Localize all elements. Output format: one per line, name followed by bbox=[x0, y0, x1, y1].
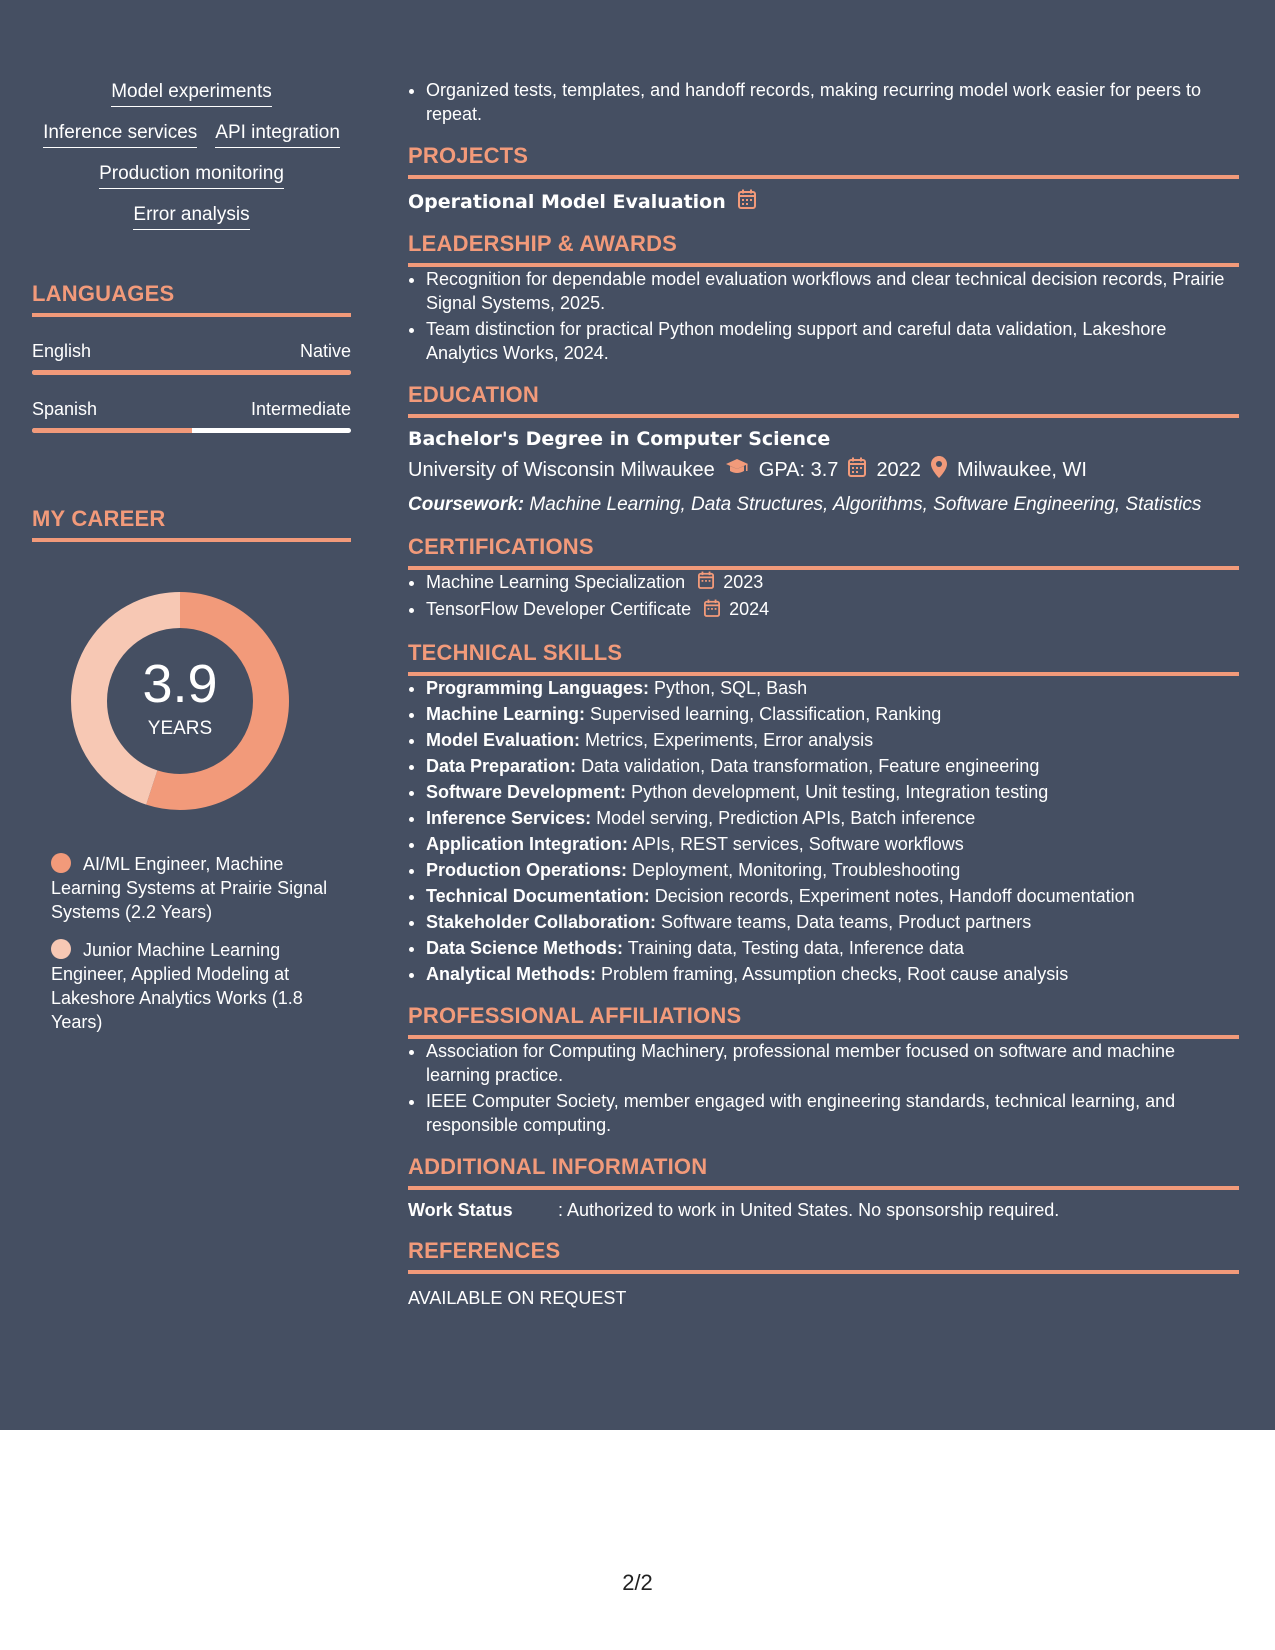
skill-label: Data Science Methods: bbox=[426, 937, 624, 958]
graduation-year: 2022 bbox=[876, 458, 921, 481]
skill-value: Data validation, Data transformation, Feature engineering bbox=[581, 755, 1040, 776]
education-meta bbox=[408, 456, 1239, 484]
calendar-icon bbox=[704, 599, 720, 623]
section-title: PROJECTS bbox=[408, 142, 1239, 179]
career-total: 3.9 bbox=[142, 654, 218, 714]
language-bar bbox=[32, 370, 351, 375]
award-item: • Team distinction for practical Python modeling support and careful data validation, Lakeshore Analytics Works, 2024. bbox=[426, 317, 1239, 365]
career-unit: YEARS bbox=[147, 718, 213, 739]
section-title: LEADERSHIP & AWARDS bbox=[408, 230, 1239, 267]
work-status-value: : Authorized to work in United States. No sponsorship required. bbox=[558, 1199, 1060, 1220]
calendar-icon bbox=[738, 189, 756, 214]
skill-item bbox=[426, 832, 1239, 856]
skill-item bbox=[426, 728, 1239, 752]
languages-section bbox=[32, 280, 351, 433]
sidebar bbox=[32, 80, 351, 1048]
legend-dot bbox=[51, 939, 71, 959]
language-level: Intermediate bbox=[250, 399, 351, 419]
skill-value: Supervised learning, Classification, Ranking bbox=[590, 703, 942, 724]
career-role-label: AI/ML Engineer, Machine Learning Systems at Prairie Signal Systems (2.2 Years) bbox=[51, 854, 328, 922]
language-name: English bbox=[32, 341, 92, 361]
section-title: EDUCATION bbox=[408, 381, 1239, 418]
coursework-label: Coursework: bbox=[408, 494, 525, 515]
language-level: Native bbox=[299, 341, 351, 361]
section-title: ADDITIONAL INFORMATION bbox=[408, 1153, 1239, 1190]
skill-label: Programming Languages: bbox=[426, 677, 650, 698]
page-number: 2/2 bbox=[622, 1570, 653, 1595]
skill-value: Decision records, Experiment notes, Handoff documentation bbox=[654, 885, 1135, 906]
career-role bbox=[51, 852, 331, 924]
certification-name: TensorFlow Developer Certificate bbox=[426, 599, 692, 620]
career-donut-chart bbox=[65, 586, 295, 816]
location-pin-icon bbox=[931, 456, 947, 484]
skill-value: Model serving, Prediction APIs, Batch inference bbox=[596, 807, 976, 828]
skill-item bbox=[426, 910, 1239, 934]
certification-item bbox=[426, 597, 1239, 622]
career-role-label: Junior Machine Learning Engineer, Applied Modeling at Lakeshore Analytics Works (1.8 Years) bbox=[51, 940, 303, 1032]
skill-item bbox=[426, 936, 1239, 960]
skill-item bbox=[426, 962, 1239, 986]
awards-list bbox=[408, 267, 1239, 365]
skill-label: Machine Learning: bbox=[426, 703, 586, 724]
skill-value: APIs, REST services, Software workflows bbox=[632, 833, 964, 854]
skill-tag: Inference services bbox=[43, 121, 197, 148]
skill-label: Stakeholder Collaboration: bbox=[426, 911, 657, 932]
skill-label: Analytical Methods: bbox=[426, 963, 597, 984]
experience-bullets bbox=[408, 78, 1239, 126]
project-item bbox=[408, 189, 1239, 214]
graduation-cap-icon bbox=[725, 458, 749, 482]
skill-item bbox=[426, 676, 1239, 700]
skill-label: Production Operations: bbox=[426, 859, 628, 880]
gpa: GPA: 3.7 bbox=[758, 458, 839, 481]
degree-name: Bachelor's Degree in Computer Science bbox=[408, 428, 831, 450]
skill-value: Problem framing, Assumption checks, Root cause analysis bbox=[601, 963, 1069, 984]
section-title: PROFESSIONAL AFFILIATIONS bbox=[408, 1002, 1239, 1039]
skill-tag: Model experiments bbox=[111, 80, 272, 107]
skills-list bbox=[408, 676, 1239, 986]
award-item: • Recognition for dependable model evaluation workflows and clear technical decision records, Prairie Signal Systems, 2025. bbox=[426, 267, 1239, 315]
language-item bbox=[32, 339, 351, 375]
legend-dot bbox=[51, 853, 71, 873]
skill-item bbox=[426, 780, 1239, 804]
affiliation-item: • Association for Computing Machinery, professional member focused on software and machine learning practice. bbox=[426, 1039, 1239, 1087]
school-name: University of Wisconsin Milwaukee bbox=[408, 458, 715, 481]
skill-item bbox=[426, 884, 1239, 908]
section-title: LANGUAGES bbox=[32, 280, 351, 317]
references-text: AVAILABLE ON REQUEST bbox=[408, 1287, 627, 1308]
skill-label: Data Preparation: bbox=[426, 755, 577, 776]
main-content bbox=[408, 78, 1239, 1309]
language-name: Spanish bbox=[32, 399, 98, 419]
calendar-icon bbox=[698, 571, 714, 595]
career-section bbox=[32, 505, 351, 1034]
skill-value: Software teams, Data teams, Product partners bbox=[661, 911, 1032, 932]
skill-tags bbox=[32, 80, 351, 230]
skill-label: Model Evaluation: bbox=[426, 729, 581, 750]
skill-item bbox=[426, 754, 1239, 778]
coursework-list: Machine Learning, Data Structures, Algorithms, Software Engineering, Statistics bbox=[529, 494, 1202, 515]
language-item bbox=[32, 397, 351, 433]
skill-value: Python development, Unit testing, Integration testing bbox=[631, 781, 1049, 802]
skill-value: Metrics, Experiments, Error analysis bbox=[585, 729, 874, 750]
skill-label: Inference Services: bbox=[426, 807, 592, 828]
affiliations-list bbox=[408, 1039, 1239, 1137]
section-title: REFERENCES bbox=[408, 1237, 1239, 1274]
certification-year: 2024 bbox=[729, 599, 770, 620]
skill-label: Application Integration: bbox=[426, 833, 628, 854]
experience-bullet: • Organized tests, templates, and handoff records, making recurring model work easier for peers to repeat. bbox=[426, 78, 1239, 126]
skill-tag: API integration bbox=[215, 121, 340, 148]
school-location: Milwaukee, WI bbox=[956, 458, 1087, 481]
certifications-list bbox=[408, 570, 1239, 623]
project-name: Operational Model Evaluation bbox=[408, 190, 726, 213]
work-status-label: Work Status bbox=[408, 1199, 513, 1220]
section-title: TECHNICAL SKILLS bbox=[408, 639, 1239, 676]
skill-item bbox=[426, 702, 1239, 726]
skill-value: Training data, Testing data, Inference data bbox=[627, 937, 964, 958]
career-role bbox=[51, 938, 331, 1034]
certification-item bbox=[426, 570, 1239, 595]
language-bar-fill bbox=[32, 428, 192, 433]
coursework bbox=[408, 492, 1239, 517]
calendar-icon bbox=[848, 457, 866, 483]
certification-year: 2023 bbox=[723, 572, 764, 592]
certification-name: Machine Learning Specialization bbox=[426, 572, 686, 592]
skill-tag: Error analysis bbox=[133, 203, 249, 230]
section-title: MY CAREER bbox=[32, 505, 351, 542]
language-bar-fill bbox=[32, 370, 351, 375]
skill-item bbox=[426, 858, 1239, 882]
section-title: CERTIFICATIONS bbox=[408, 533, 1239, 570]
skill-item bbox=[426, 806, 1239, 830]
affiliation-item: • IEEE Computer Society, member engaged with engineering standards, technical learning, and responsible computing. bbox=[426, 1089, 1239, 1137]
skill-label: Technical Documentation: bbox=[426, 885, 650, 906]
skill-label: Software Development: bbox=[426, 781, 627, 802]
career-legend bbox=[51, 852, 331, 1034]
skill-value: Deployment, Monitoring, Troubleshooting bbox=[632, 859, 961, 880]
skill-tag: Production monitoring bbox=[99, 162, 284, 189]
skill-value: Python, SQL, Bash bbox=[654, 677, 808, 698]
language-bar bbox=[32, 428, 351, 433]
work-status-row bbox=[408, 1200, 1239, 1221]
